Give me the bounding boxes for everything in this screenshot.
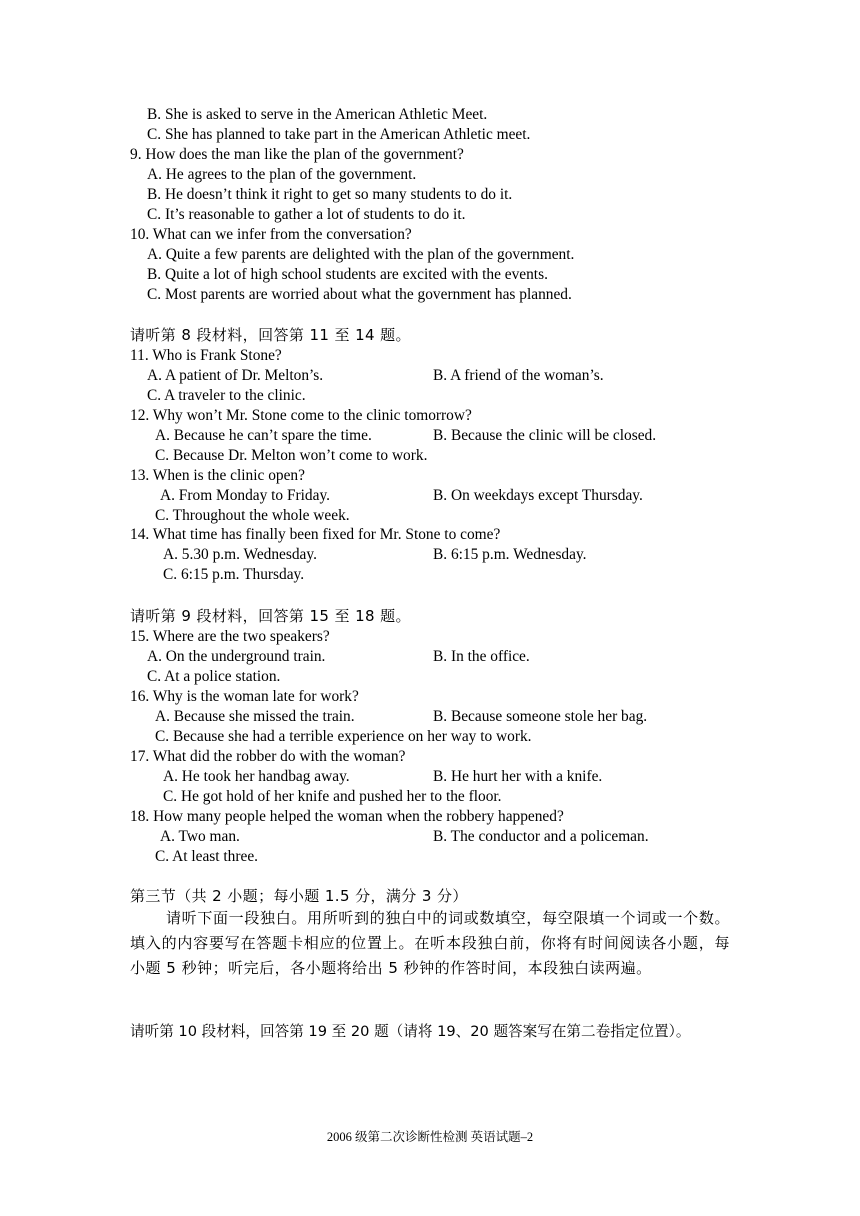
section-8-heading: 请听第 8 段材料，回答第 11 至 14 题。 [130,326,411,344]
q13-option-a: A. From Monday to Friday. [160,487,331,504]
q16-option-c: C. Because she had a terrible experience on her way to work. [155,728,532,745]
q18-option-b: B. The conductor and a policeman. [433,828,649,845]
q10-option-b: B. Quite a lot of high school students are excited with the events. [147,266,548,283]
q14-option-a: A. 5.30 p.m. Wednesday. [163,546,317,563]
q14-question: 14. What time has finally been fixed for Mr. Stone to come? [130,526,501,543]
q14-option-c: C. 6:15 p.m. Thursday. [163,566,305,583]
q9-option-a: A. He agrees to the plan of the government. [147,166,417,183]
q16-option-a: A. Because she missed the train. [155,708,355,725]
q12-option-a: A. Because he can’t spare the time. [155,427,372,444]
q16-option-b: B. Because someone stole her bag. [433,708,648,725]
section-10-heading: 请听第 10 段材料，回答第 19 至 20 题（请将 19、20 题答案写在第二卷指定位置）。 [130,1023,691,1040]
q8-option-b: B. She is asked to serve in the American Athletic Meet. [147,106,488,123]
q14-option-b: B. 6:15 p.m. Wednesday. [433,546,587,563]
q10-question: 10. What can we infer from the conversation? [130,226,412,243]
q12-option-c: C. Because Dr. Melton won’t come to work. [155,447,428,464]
q17-option-b: B. He hurt her with a knife. [433,768,603,785]
q11-option-c: C. A traveler to the clinic. [147,387,306,404]
q15-option-c: C. At a police station. [147,668,281,685]
q8-option-c: C. She has planned to take part in the American Athletic meet. [147,126,531,143]
q13-option-b: B. On weekdays except Thursday. [433,487,643,504]
q10-option-c: C. Most parents are worried about what the government has planned. [147,286,572,303]
q18-option-a: A. Two man. [160,828,240,845]
q13-option-c: C. Throughout the whole week. [155,507,350,524]
q15-option-a: A. On the underground train. [147,648,326,665]
q11-option-a: A. A patient of Dr. Melton’s. [147,367,324,384]
part-3-instructions: 请听下面一段独白。用所听到的独白中的词或数填空，每空限填一个词或一个数。填入的内容要写在答题卡相应的位置上。在听本段独白前，你将有时间阅读各小题，每小题 5 秒钟；听完后，各小题将给出 5 秒钟的作答时间，本段独白读两遍。 [130,909,730,977]
q9-option-c: C. It’s reasonable to gather a lot of students to do it. [147,206,466,223]
q9-question: 9. How does the man like the plan of the government? [130,146,464,163]
q12-option-b: B. Because the clinic will be closed. [433,427,657,444]
page-footer: 2006 级第二次诊断性检测 英语试题–2 [326,1130,534,1144]
part-3-heading: 第三节（共 2 小题；每小题 1.5 分，满分 3 分） [130,887,468,905]
q9-option-b: B. He doesn’t think it right to get so many students to do it. [147,186,513,203]
q17-option-c: C. He got hold of her knife and pushed her to the floor. [163,788,502,805]
section-9-heading: 请听第 9 段材料，回答第 15 至 18 题。 [130,607,411,625]
q15-option-b: B. In the office. [433,648,530,665]
q11-option-b: B. A friend of the woman’s. [433,367,604,384]
q17-option-a: A. He took her handbag away. [163,768,350,785]
q10-option-a: A. Quite a few parents are delighted with the plan of the government. [147,246,575,263]
q13-question: 13. When is the clinic open? [130,467,305,484]
q16-question: 16. Why is the woman late for work? [130,688,359,705]
q18-option-c: C. At least three. [155,848,259,865]
q15-question: 15. Where are the two speakers? [130,628,330,645]
q17-question: 17. What did the robber do with the woman? [130,748,406,765]
q11-question: 11. Who is Frank Stone? [130,347,282,364]
q18-question: 18. How many people helped the woman when the robbery happened? [130,808,564,825]
q12-question: 12. Why won’t Mr. Stone come to the clinic tomorrow? [130,407,472,424]
